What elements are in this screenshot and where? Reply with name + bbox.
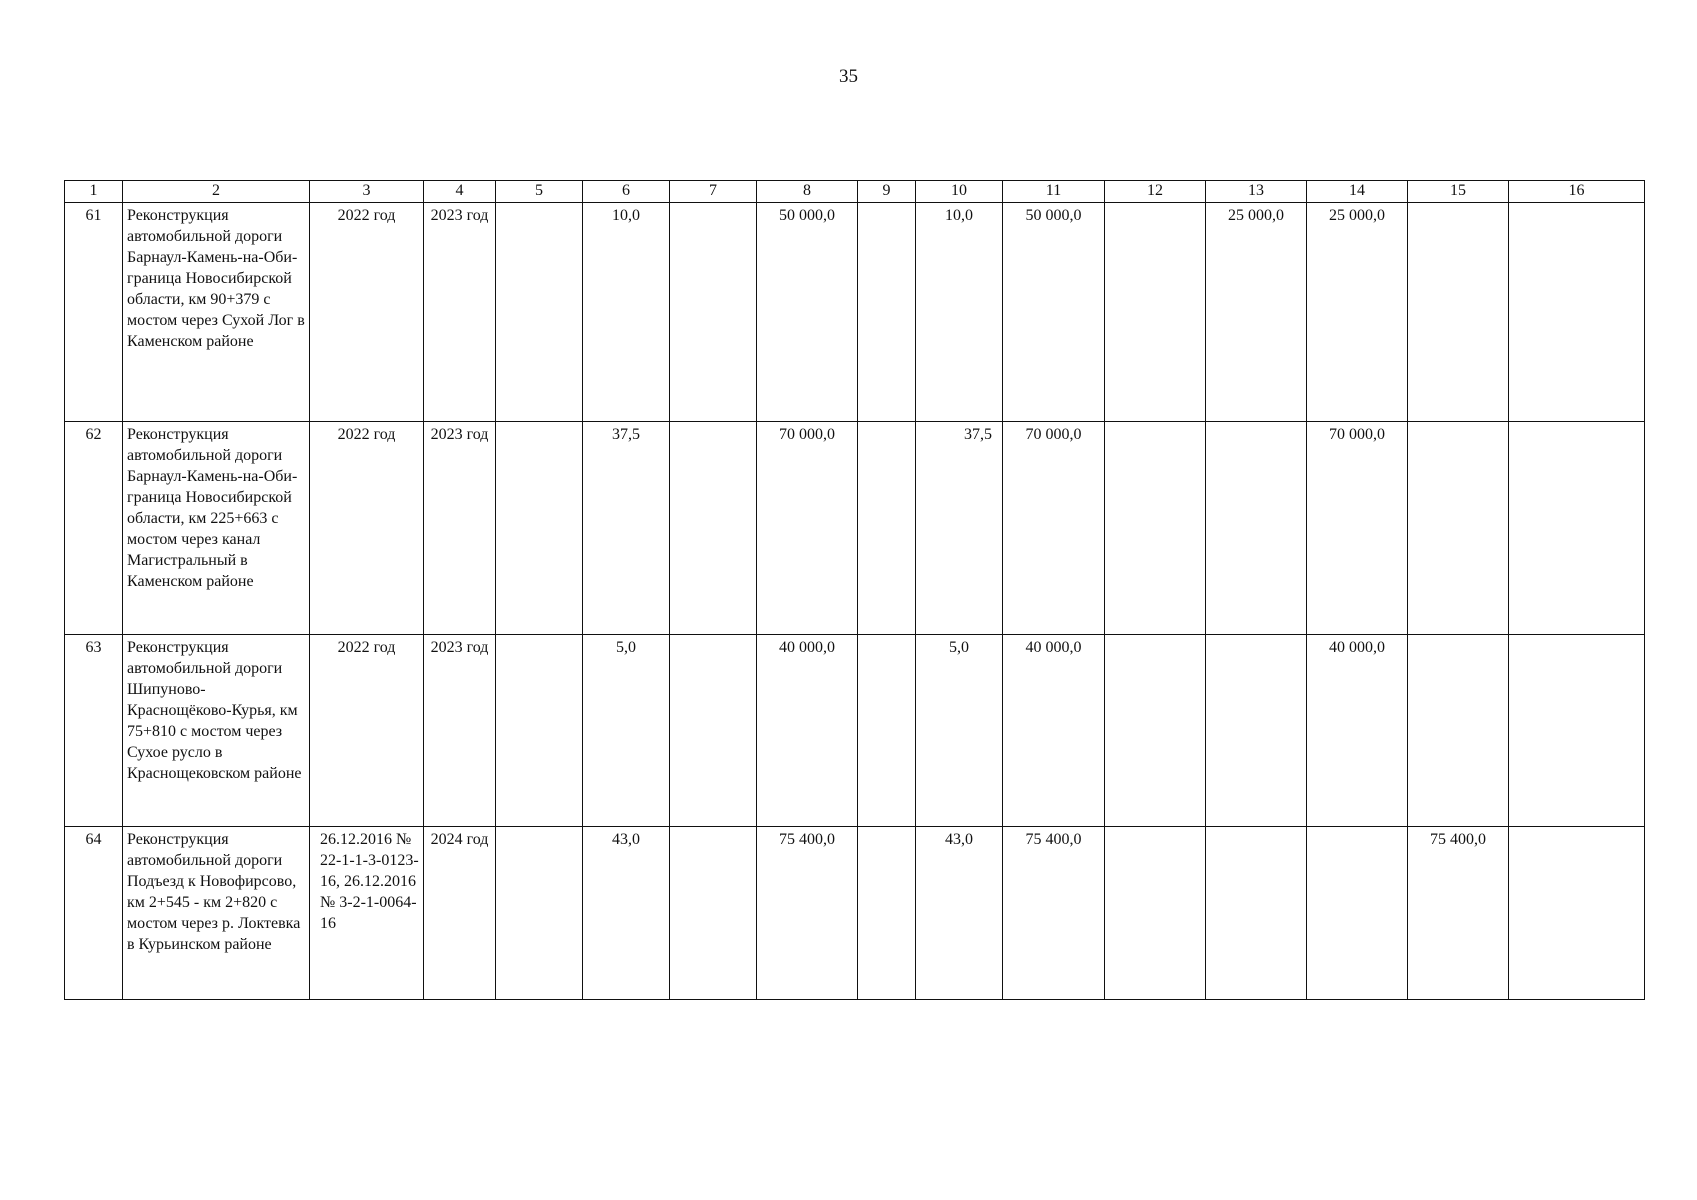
- cell-col14: 70 000,0: [1307, 422, 1408, 635]
- header-row: [65, 181, 1645, 203]
- cell-col8: 70 000,0: [757, 422, 858, 635]
- row-number: 64: [65, 827, 123, 1000]
- cell-col5: [496, 827, 583, 1000]
- column-header: 3: [310, 181, 424, 203]
- column-header: 11: [1003, 181, 1105, 203]
- column-header: 13: [1206, 181, 1307, 203]
- cell-col13: 25 000,0: [1206, 203, 1307, 422]
- cell-col7: [670, 635, 757, 827]
- cell-col9: [858, 635, 916, 827]
- start-period: 2022 год: [310, 422, 424, 635]
- cell-col7: [670, 203, 757, 422]
- column-header: 4: [424, 181, 496, 203]
- end-period: 2024 год: [424, 827, 496, 1000]
- column-header: 10: [916, 181, 1003, 203]
- cell-col7: [670, 827, 757, 1000]
- start-period: 26.12.2016 № 22-1-1-3-0123-16, 26.12.2016 № 3-2-1-0064-16: [310, 827, 424, 1000]
- table-row: [65, 422, 1645, 635]
- cell-col6: 5,0: [583, 635, 670, 827]
- cell-col16: [1509, 422, 1645, 635]
- cell-col5: [496, 422, 583, 635]
- object-name: Реконструкция автомобильной дороги Подъезд к Новофирсово, км 2+545 - км 2+820 с мостом через р. Локтевка в Курьинском районе: [123, 827, 310, 1000]
- cell-col5: [496, 203, 583, 422]
- cell-col14: [1307, 827, 1408, 1000]
- cell-col8: 50 000,0: [757, 203, 858, 422]
- column-header: 2: [123, 181, 310, 203]
- cell-col10: 43,0: [916, 827, 1003, 1000]
- end-period: 2023 год: [424, 422, 496, 635]
- cell-col14: 25 000,0: [1307, 203, 1408, 422]
- cell-col8: 75 400,0: [757, 827, 858, 1000]
- cell-col10: 37,5: [916, 422, 1003, 635]
- cell-col7: [670, 422, 757, 635]
- cell-col11: 50 000,0: [1003, 203, 1105, 422]
- row-number: 62: [65, 422, 123, 635]
- start-period: 2022 год: [310, 203, 424, 422]
- cell-col13: [1206, 827, 1307, 1000]
- column-header: 14: [1307, 181, 1408, 203]
- budget-table: [64, 180, 1645, 1000]
- row-number: 63: [65, 635, 123, 827]
- cell-col8: 40 000,0: [757, 635, 858, 827]
- cell-col12: [1105, 203, 1206, 422]
- cell-col14: 40 000,0: [1307, 635, 1408, 827]
- column-header: 6: [583, 181, 670, 203]
- cell-col10: 5,0: [916, 635, 1003, 827]
- end-period: 2023 год: [424, 203, 496, 422]
- object-name: Реконструкция автомобильной дороги Шипуново-Краснощёково-Курья, км 75+810 с мостом через Сухое русло в Краснощековском районе: [123, 635, 310, 827]
- column-header: 15: [1408, 181, 1509, 203]
- object-name: Реконструкция автомобильной дороги Барнаул-Камень-на-Оби-граница Новосибирской области, км 225+663 с мостом через канал Магистральный в Каменском районе: [123, 422, 310, 635]
- cell-col9: [858, 827, 916, 1000]
- table-row: [65, 203, 1645, 422]
- cell-col13: [1206, 635, 1307, 827]
- column-header: 7: [670, 181, 757, 203]
- column-header: 1: [65, 181, 123, 203]
- cell-col6: 43,0: [583, 827, 670, 1000]
- object-name: Реконструкция автомобильной дороги Барнаул-Камень-на-Оби-граница Новосибирской области, км 90+379 с мостом через Сухой Лог в Каменском районе: [123, 203, 310, 422]
- cell-col13: [1206, 422, 1307, 635]
- start-period: 2022 год: [310, 635, 424, 827]
- table-row: [65, 827, 1645, 1000]
- cell-col12: [1105, 635, 1206, 827]
- column-header: 9: [858, 181, 916, 203]
- cell-col6: 37,5: [583, 422, 670, 635]
- cell-col15: [1408, 203, 1509, 422]
- column-header: 16: [1509, 181, 1645, 203]
- cell-col16: [1509, 827, 1645, 1000]
- cell-col11: 40 000,0: [1003, 635, 1105, 827]
- cell-col10: 10,0: [916, 203, 1003, 422]
- cell-col15: [1408, 635, 1509, 827]
- table-row: [65, 635, 1645, 827]
- end-period: 2023 год: [424, 635, 496, 827]
- cell-col9: [858, 422, 916, 635]
- column-header: 8: [757, 181, 858, 203]
- cell-col12: [1105, 827, 1206, 1000]
- column-header: 12: [1105, 181, 1206, 203]
- cell-col5: [496, 635, 583, 827]
- cell-col16: [1509, 203, 1645, 422]
- row-number: 61: [65, 203, 123, 422]
- cell-col11: 75 400,0: [1003, 827, 1105, 1000]
- cell-col12: [1105, 422, 1206, 635]
- cell-col11: 70 000,0: [1003, 422, 1105, 635]
- cell-col16: [1509, 635, 1645, 827]
- cell-col15: 75 400,0: [1408, 827, 1509, 1000]
- cell-col15: [1408, 422, 1509, 635]
- cell-col6: 10,0: [583, 203, 670, 422]
- page-number: 35: [839, 66, 858, 87]
- column-header: 5: [496, 181, 583, 203]
- cell-col9: [858, 203, 916, 422]
